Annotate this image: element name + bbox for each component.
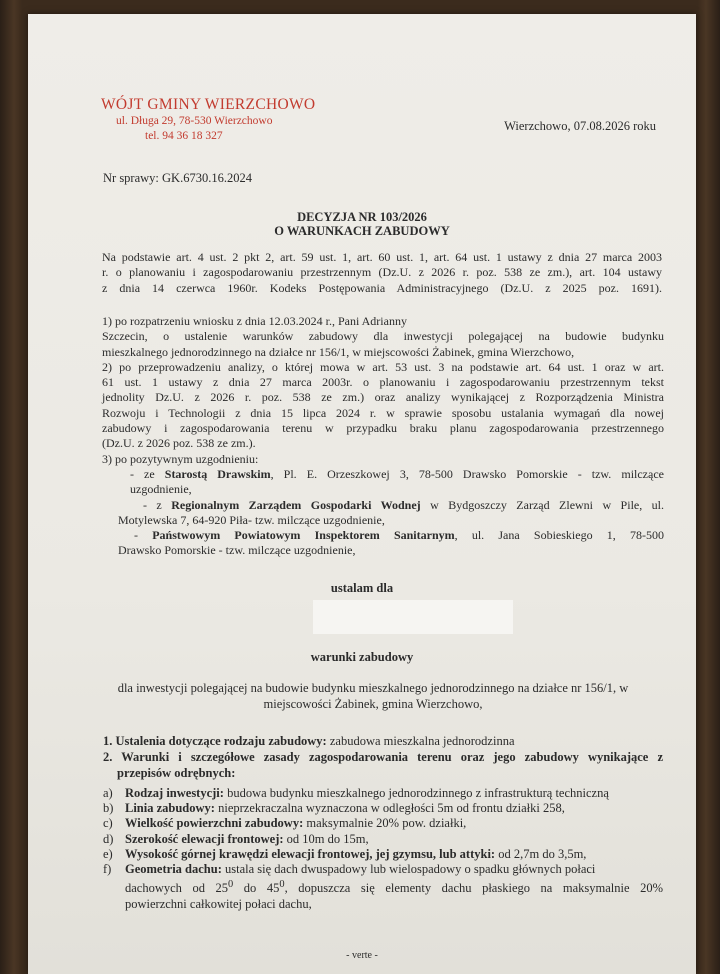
investment-line: dla inwestycji polegającej na budowie budynku mieszkalnego jednorodzinnego na działce nr 156/1, w — [117, 681, 629, 695]
decision-title: DECYZJA NR 103/2026 — [297, 210, 427, 224]
point-2-line: Rozwoju i Technologii z dnia 15 lipca 2024 r. w sprawie sposobu ustalania wymagań dla nowej — [102, 405, 664, 420]
degree-sup: 0 — [228, 879, 234, 891]
point-2-line: jednolity Dz.U. z 2026 r. poz. 538 ze zm.) oraz analizy wynikającej z Rozporządzenia Ministra — [102, 390, 664, 405]
point-2-line: zabudowy i zagospodarowania terenu w przypadku braku planu zagospodarowania przestrzennego — [102, 421, 664, 436]
legal-basis-line: Na podstawie art. 4 ust. 2 pkt 2, art. 59 ust. 1, art. 60 ust. 1, art. 64 ust. 1 ustawy z dnia 27 marca 2003 — [102, 250, 662, 264]
item-text: ustala się dach dwuspadowy lub wielospadowy o spadku głównych połaci — [221, 862, 596, 877]
office-phone: tel. 94 36 18 327 — [145, 130, 223, 142]
roof-text: dachowych od 25 — [125, 881, 229, 896]
condition-item — [103, 801, 663, 816]
item-letter: f) — [103, 862, 112, 877]
item-letter: b) — [103, 801, 114, 816]
section-2 — [103, 750, 663, 781]
agreement-a-detail: , Pl. E. Orzeszkowej 3, 78-500 Drawsko Pomorskie - tzw. milczące — [270, 466, 664, 481]
agreement-b-cont: Motylewska 7, 64-920 Piła- tzw. milczące uzgodnienie, — [118, 512, 385, 527]
agreement-a-prefix: - ze — [130, 466, 165, 481]
condition-item — [103, 847, 663, 862]
point-1-line: Szczecin, o ustalenie warunków zabudowy dla inwestycji polegającej na budowie budynku — [102, 329, 664, 344]
item-text: od 2,7m do 3,5m, — [495, 846, 587, 861]
agreement-b-authority: Regionalnym Zarządem Gospodarki Wodnej — [171, 497, 421, 512]
redacted-area — [313, 600, 513, 634]
condition-item — [103, 786, 663, 801]
roof-text: , dopuszcza się elementy dachu płaskiego na maksymalnie 20% — [284, 881, 664, 896]
condition-item-roof — [103, 862, 663, 877]
agreement-c-detail: , ul. Jana Sobieskiego 1, 78-500 — [454, 528, 664, 543]
item-text: budowa budynku mieszkalnego jednorodzinnego z infrastrukturą techniczną — [223, 786, 609, 800]
verte-note: - verte - — [346, 950, 378, 961]
investment-description — [88, 681, 658, 712]
point-2-line: 2) po przeprowadzeniu analizy, o której mowa w art. 53 ust. 3 na podstawie art. 64 ust. 1 oraz w art. — [102, 359, 664, 374]
point-2-line: (Dz.U. z 2026 poz. 538 ze zm.). — [102, 436, 256, 451]
point-2-line: 61 ust. 1 ustawy z dnia 27 marca 2003r. o planowaniu i zagospodarowaniu przestrzennym tekst — [102, 375, 664, 390]
item-label: Szerokość elewacji frontowej: — [125, 831, 284, 846]
agreement-b-prefix: - z — [143, 497, 172, 512]
point-1-line: mieszkalnego jednorodzinnego na działce nr 156/1, w miejscowości Żabinek, gmina Wierzchowo, — [102, 344, 575, 359]
office-name: WÓJT GMINY WIERZCHOWO — [101, 96, 316, 113]
conditions-heading: warunki zabudowy — [310, 650, 414, 664]
item-letter: e) — [103, 846, 113, 861]
document-page — [28, 14, 696, 974]
agreement-c-prefix: - — [134, 528, 153, 543]
agreement-b-detail: w Bydgoszczy Zarząd Zlewni w Pile, ul. — [420, 497, 664, 512]
item-text: maksymalnie 20% pow. działki, — [303, 816, 467, 831]
conditions-list — [103, 786, 663, 912]
place-date: Wierzchowo, 07.08.2026 roku — [504, 119, 656, 133]
office-address: ul. Długa 29, 78-530 Wierzchowo — [116, 115, 273, 127]
item-letter: d) — [103, 831, 114, 846]
considerations — [102, 314, 664, 559]
decision-subtitle: O WARUNKACH ZABUDOWY — [274, 224, 450, 238]
section-1-value: zabudowa mieszkalna jednorodzinna — [326, 734, 515, 748]
item-label: Wielkość powierzchni zabudowy: — [125, 816, 304, 831]
condition-item — [103, 816, 663, 831]
roof-line-2 — [103, 877, 663, 896]
section-2-heading-cont: przepisów odrębnych: — [117, 765, 236, 780]
case-number: Nr sprawy: GK.6730.16.2024 — [103, 171, 252, 185]
legal-basis-line: r. o planowaniu i zagospodarowaniu przestrzennym (Dz.U. z 2026 r. poz. 538 ze zm.), art. 104 ustawy — [102, 265, 662, 280]
roof-text: do 45 — [233, 881, 280, 896]
legal-basis-line: z dnia 14 czerwca 1960r. Kodeks Postępowania Administracyjnego (Dz.U. z 2025 poz. 1691). — [102, 280, 662, 295]
agreement-b — [102, 498, 664, 513]
section-1-label: 1. Ustalenia dotyczące rodzaju zabudowy: — [103, 734, 327, 748]
item-letter: a) — [103, 786, 113, 800]
degree-sup: 0 — [279, 879, 285, 891]
agreement-c-cont: Drawsko Pomorskie - tzw. milczące uzgodnienie, — [118, 543, 356, 558]
section-2-heading: 2. Warunki i szczegółowe zasady zagospodarowania terenu oraz jego zabudowy wynikające z — [103, 750, 663, 764]
agreement-c — [102, 528, 664, 543]
establish-heading: ustalam dla — [330, 581, 394, 595]
agreement-a-authority: Starostą Drawskim — [164, 466, 271, 481]
item-label: Geometria dachu: — [125, 862, 222, 877]
item-label: Rodzaj inwestycji: — [125, 786, 224, 800]
point-1-line: 1) po rozpatrzeniu wniosku z dnia 12.03.2024 r., Pani Adrianny — [102, 314, 407, 328]
item-text: nieprzekraczalna wyznaczona w odległości 5m od frontu działki 258, — [214, 801, 565, 816]
point-3-line: 3) po pozytywnym uzgodnieniu: — [102, 451, 259, 466]
roof-line-3: powierzchni całkowitej połaci dachu, — [125, 896, 312, 911]
item-letter: c) — [103, 816, 113, 831]
agreement-a — [102, 467, 664, 482]
item-label: Linia zabudowy: — [125, 801, 215, 816]
item-text: od 10m do 15m, — [283, 831, 369, 846]
agreement-c-authority: Państwowym Powiatowym Inspektorem Sanitarnym — [152, 528, 455, 543]
legal-basis — [102, 250, 662, 296]
section-1 — [103, 734, 663, 750]
investment-line: miejscowości Żabinek, gmina Wierzchowo, — [263, 696, 483, 711]
condition-item — [103, 832, 663, 847]
agreement-a-cont: uzgodnienie, — [130, 482, 192, 497]
item-label: Wysokość górnej krawędzi elewacji frontowej, jej gzymsu, lub attyki: — [125, 846, 496, 861]
